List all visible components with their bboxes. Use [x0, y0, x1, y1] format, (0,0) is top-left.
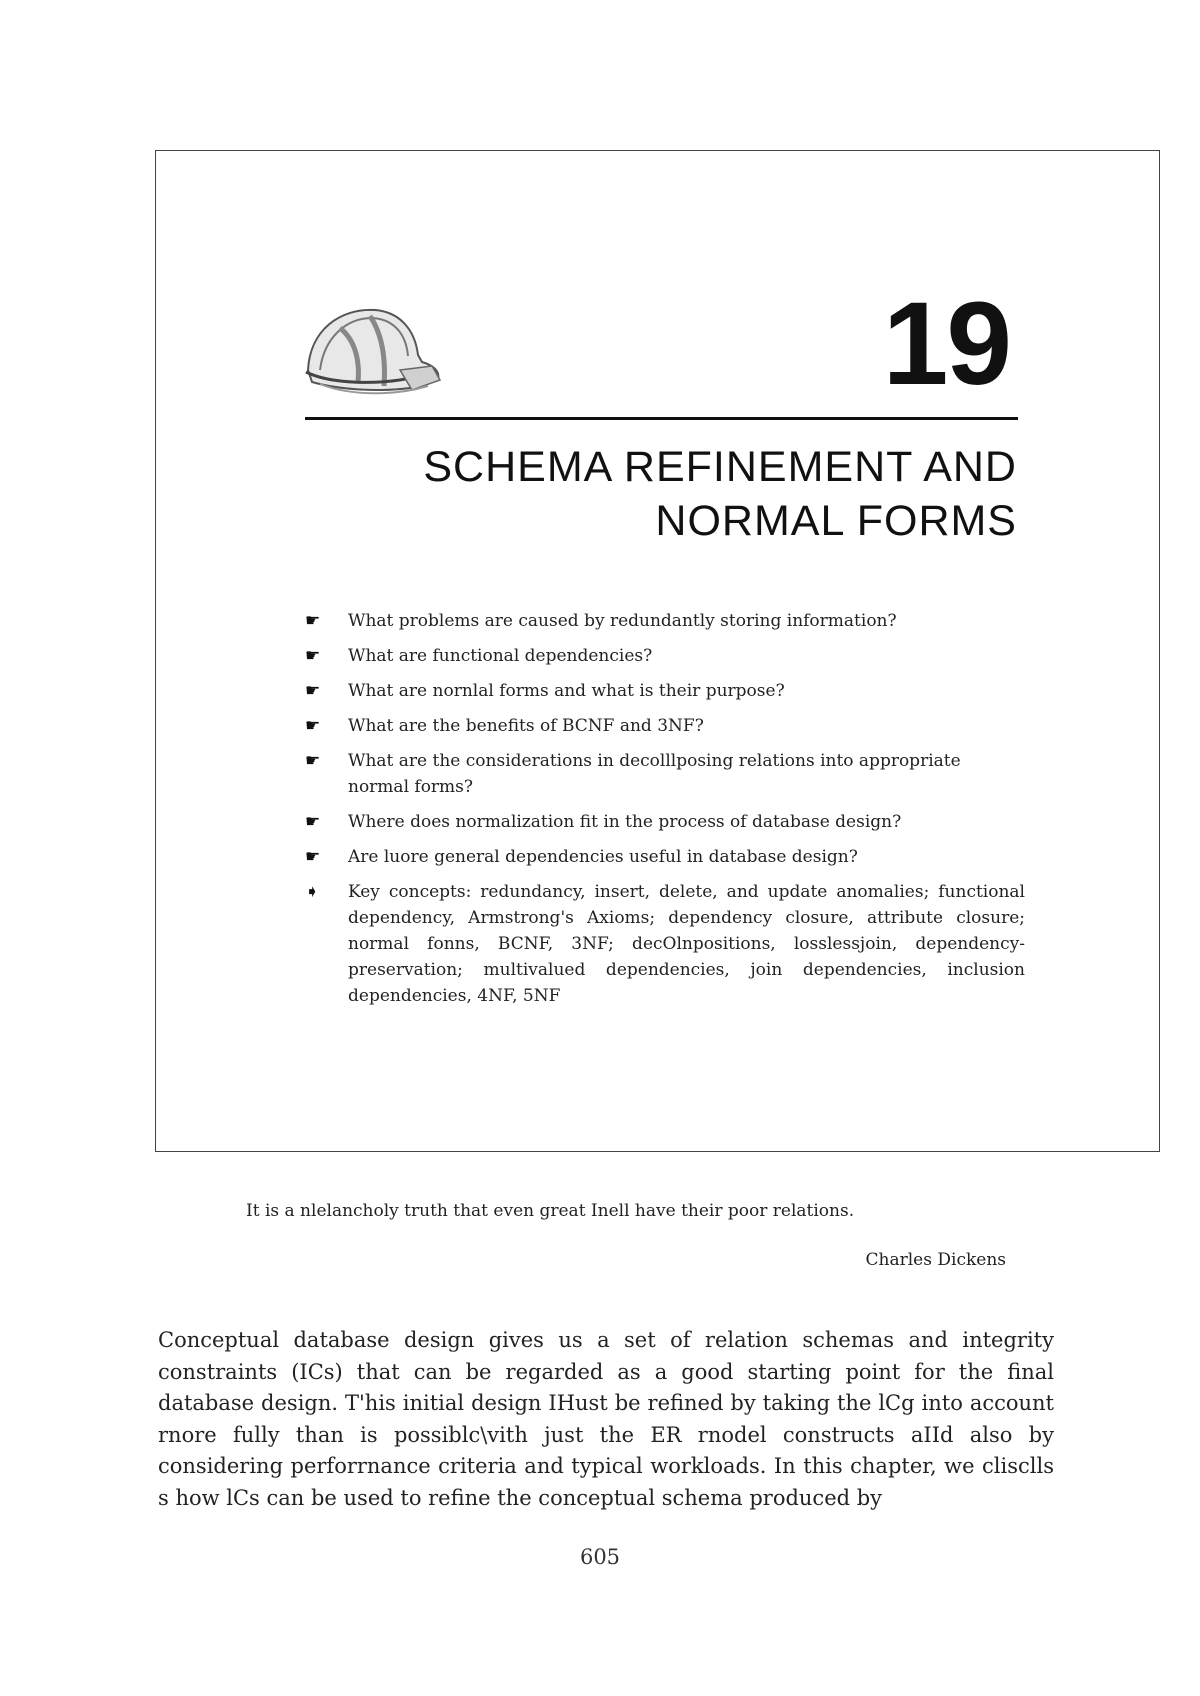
- list-item: [305, 678, 1025, 704]
- hard-hat-icon: [300, 300, 450, 400]
- epigraph-author: Charles Dickens: [865, 1250, 1006, 1270]
- question-text: What are nornlal forms and what is their purpose?: [348, 681, 785, 701]
- chapter-title-line-2: NORMAL FORMS: [655, 497, 1017, 545]
- list-item: [305, 608, 1025, 634]
- question-text: What problems are caused by redundantly storing information?: [348, 611, 897, 631]
- list-item: [305, 713, 1025, 739]
- body-paragraph: Conceptual database design gives us a set of relation schemas and integrity constraints (ICs) that can be regarded as a good starting point for the final database design. T'his initial design IHust be refined by taking the lCg into account rnore fully than is possiblc\vith just the ER rnodel constructs aIId also by considering perforrnance criteria and typical workloads. In this chapter, we clisclls s how lCs can be used to refine the conceptual schema produced by: [158, 1328, 1054, 1510]
- pointing-hand-icon: ☛: [305, 847, 321, 867]
- question-text: What are the considerations in decolllposing relations into appropriate normal forms?: [348, 751, 961, 797]
- pointing-hand-icon: ☛: [305, 646, 321, 666]
- chapter-title: [423, 440, 1017, 548]
- title-rule: [305, 417, 1018, 420]
- chapter-title-line-1: SCHEMA REFINEMENT AND: [423, 443, 1017, 491]
- pointing-hand-icon: ☛: [305, 812, 321, 832]
- pointing-hand-icon: ☛: [305, 751, 321, 771]
- list-item: [305, 748, 1025, 800]
- pointing-hand-icon: ☛: [305, 716, 321, 736]
- question-text: What are the benefits of BCNF and 3NF?: [348, 716, 704, 736]
- pointing-hand-icon: ☛: [305, 681, 321, 701]
- question-text: Where does normalization fit in the process of database design?: [348, 812, 902, 832]
- list-item: [305, 809, 1025, 835]
- pointing-hand-icon: ☛: [305, 611, 321, 631]
- chapter-number: 19: [882, 278, 1010, 410]
- key-concepts-text: Key concepts: redundancy, insert, delete, and update anomalies; functional dependency, Armstrong's Axioms; dependency closure, attribute closure; normal fonns, BCNF, 3NF; decOlnpositions, losslessjoin, dependency-preservation; multivalued dependencies, join dependencies, inclusion dependencies, 4NF, 5NF: [348, 882, 1025, 1006]
- epigraph-quote: It is a nlelancholy truth that even great Inell have their poor relations.: [246, 1201, 855, 1221]
- key-concepts-item: [305, 879, 1025, 1009]
- question-text: What are functional dependencies?: [348, 646, 653, 666]
- list-item: [305, 844, 1025, 870]
- page-number: 605: [579, 1545, 621, 1569]
- question-text: Are luore general dependencies useful in database design?: [348, 847, 858, 867]
- chapter-questions-list: [305, 608, 1025, 1018]
- arrow-bullet-icon: ➧: [305, 882, 320, 902]
- list-item: [305, 643, 1025, 669]
